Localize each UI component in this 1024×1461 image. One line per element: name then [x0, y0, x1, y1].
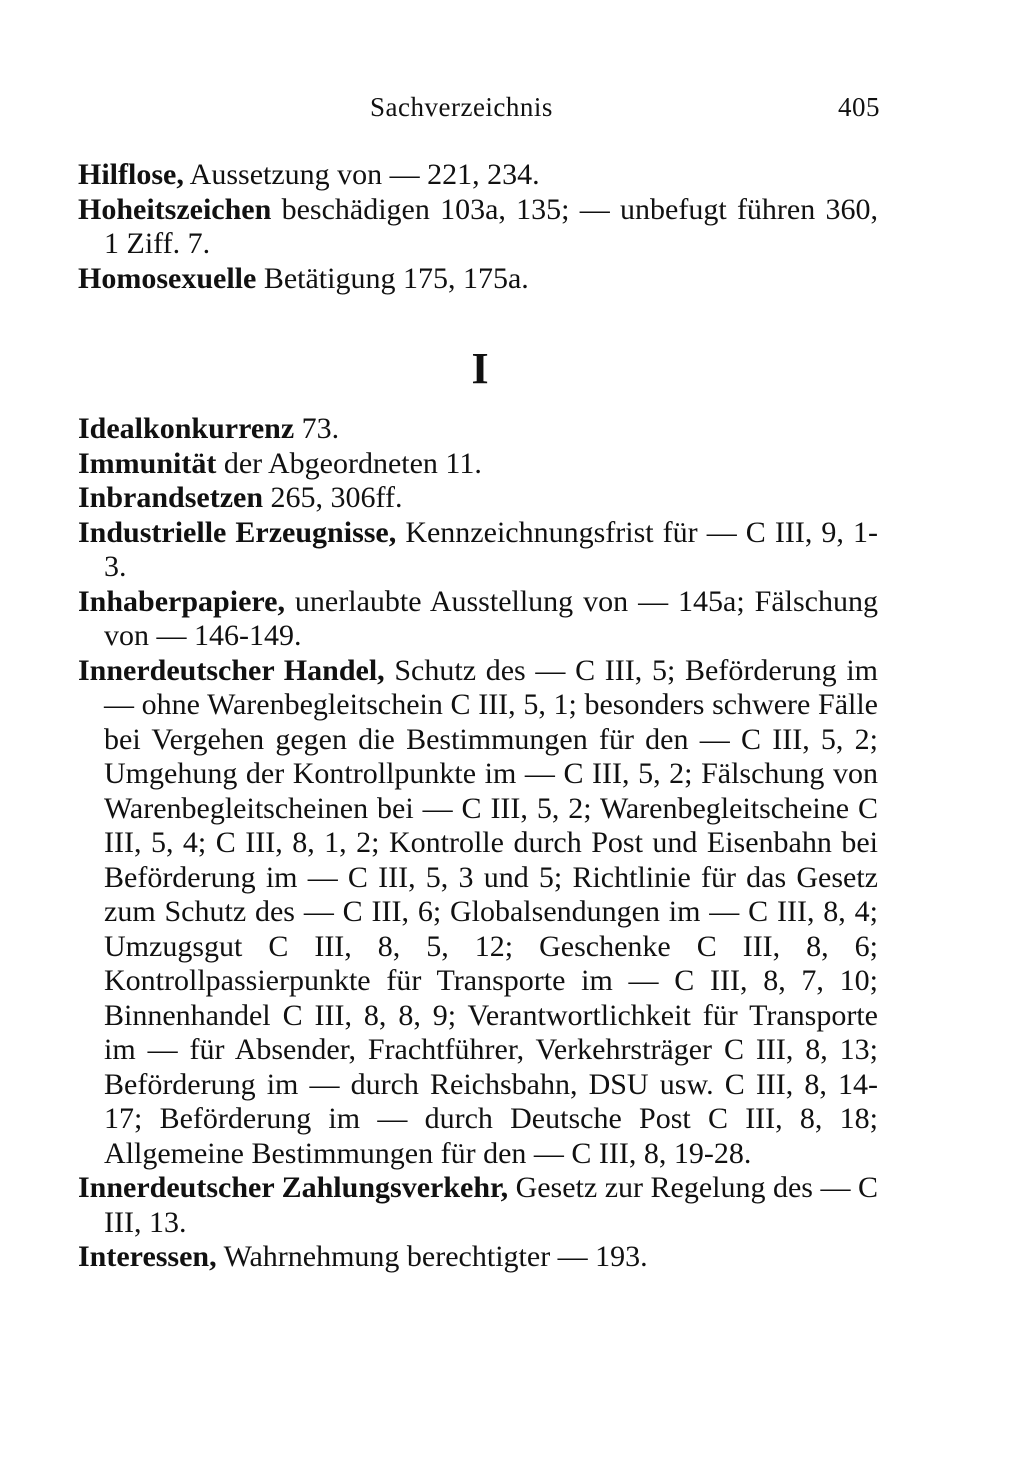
section-letter-heading: I: [471, 344, 489, 393]
index-entries-h: [78, 158, 878, 296]
entry-keyword: Innerdeutscher Handel,: [78, 653, 385, 687]
entry-keyword: Immunität: [78, 446, 217, 480]
page-number: 405: [838, 92, 880, 122]
index-entry: [78, 447, 878, 482]
entry-text: der Abgeordneten 11.: [216, 446, 482, 480]
entry-text: Kennzeichnungsfrist für — C III, 9, 1-3.: [104, 515, 878, 583]
entry-keyword: Inhaberpapiere,: [78, 584, 285, 618]
index-entry: [78, 481, 878, 516]
index-entry: [78, 193, 878, 262]
entry-keyword: Hilflose,: [78, 158, 184, 191]
index-entry: [78, 1240, 878, 1275]
index-entry: [78, 158, 878, 193]
entry-text: unerlaubte Ausstellung von — 145a; Fälschung von — 146-149.: [104, 584, 878, 652]
index-entry: [78, 654, 878, 1172]
index-entry: [78, 516, 878, 585]
entry-keyword: Innerdeutscher Zahlungsverkehr,: [78, 1171, 509, 1204]
entry-text: beschädigen 103a, 135; — unbefugt führen 360, 1 Ziff. 7.: [104, 192, 878, 260]
index-entry: [78, 585, 878, 654]
entry-keyword: Hoheitszeichen: [78, 192, 272, 226]
entry-keyword: Inbrandsetzen: [78, 481, 264, 514]
page-header: [370, 92, 880, 123]
index-entry: [78, 1171, 878, 1240]
entry-keyword: Interessen,: [78, 1240, 217, 1273]
entry-text: 73.: [294, 412, 340, 445]
entry-keyword: Homosexuelle: [78, 261, 257, 295]
header-title: Sachverzeichnis: [370, 92, 553, 122]
entry-text: Schutz des — C III, 5; Beförderung im — ohne Warenbegleitschein C III, 5, 1; besonders schwere Fälle bei Vergehen gegen die Bestimmungen für den — C III, 5, 2; Umgehung der Kontrollpunkte im — C III, 5, 2; Fälschung von Warenbegleitscheinen bei — C III, 5, 2; Warenbegleitscheine C III, 5, 4; C III, 8, 1, 2; Kontrolle durch Post und Eisenbahn bei Beförderung im — C III, 5, 3 und 5; Richtlinie für das Gesetz zum Schutz des — C III, 6; Globalsendungen im — C III, 8, 4; Umzugsgut C III, 8, 5, 12; Geschenke C III, 8, 6; Kontrollpassierpunkte für Transporte im — C III, 8, 7, 10; Binnenhandel C III, 8, 8, 9; Verantwortlichkeit für Transporte im — für Absender, Frachtführer, Verkehrsträger C III, 8, 13; Beförderung im — durch Reichsbahn, DSU usw. C III, 8, 14-17; Beförderung im — durch Deutsche Post C III, 8, 18; Allgemeine Bestimmungen für den — C III, 8, 19-28.: [104, 653, 878, 1170]
entry-text: Betätigung 175, 175a.: [256, 261, 529, 295]
index-entry: [78, 262, 878, 297]
entry-keyword: Industrielle Erzeugnisse,: [78, 515, 397, 549]
entry-text: Aussetzung von — 221, 234.: [183, 158, 540, 191]
entry-text: Wahrnehmung berechtigter — 193.: [216, 1240, 648, 1273]
entry-text: 265, 306ff.: [263, 481, 403, 514]
entry-keyword: Idealkonkurrenz: [78, 412, 295, 445]
index-entry: [78, 412, 878, 447]
entry-text: Gesetz zur Regelung des — C III, 13.: [104, 1171, 878, 1239]
index-entries-i: [78, 412, 878, 1275]
